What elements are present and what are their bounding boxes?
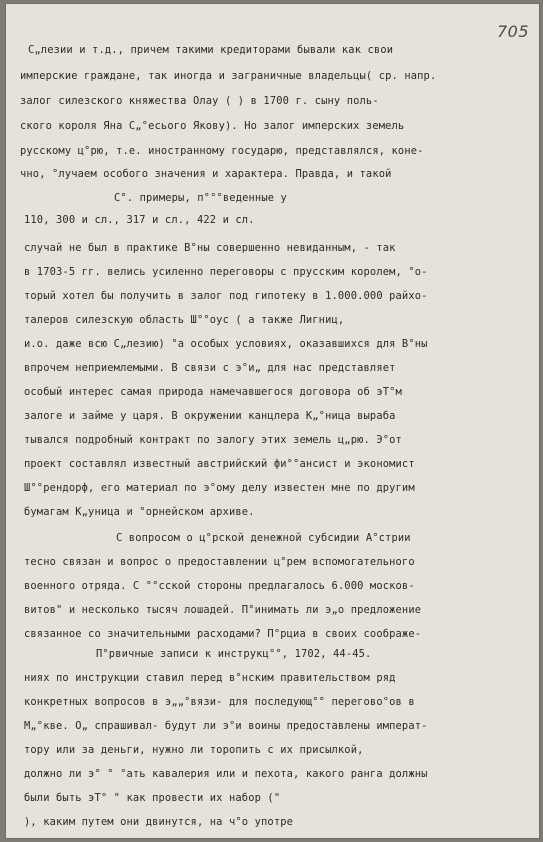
text-line: тесно связан и вопрос о предоставлении ц°рем вспомогательного	[24, 556, 415, 568]
text-line: залог силезского княжества Олау ( ) в 1700 г. сыну поль-	[20, 95, 379, 107]
text-line: имперские граждане, так иногда и заграничные владельцы( ср. напр.	[20, 70, 437, 82]
text-line: бумагам К„уница и °орнейском архиве.	[24, 506, 255, 518]
text-line: ниях по инструкции ставил перед в°нским правительством ряд	[24, 672, 396, 684]
document-page	[6, 4, 539, 838]
text-line: конкретных вопросов в э„„°вязи- для последующ°° перегово°ов в	[24, 696, 415, 708]
text-line: торый хотел бы получить в залог под гипотеку в 1.000.000 райхо-	[24, 290, 428, 302]
text-line: С„лезии и т.д., причем такими кредиторами бывали как свои	[28, 44, 394, 56]
text-line: М„°кве. О„ спрашивал- будут ли э°и воины предоставлены императ-	[24, 720, 428, 732]
text-line: случай не был в практике В°ны совершенно невиданным, - так	[24, 242, 396, 254]
text-line: русскому ц°рю, т.е. иностранному государю, представлялся, коне-	[20, 145, 424, 157]
text-line: тывался подробный контракт по залогу этих земель ц„рю. Э°от	[24, 434, 402, 446]
text-line: залоге и займе у царя. В окружении канцлера К„°ница выраба	[24, 410, 396, 422]
text-line: связанное со значительными расходами? П°рциа в своих соображе-	[24, 628, 422, 640]
text-line: проект составлял известный австрийский фи°°ансист и экономист	[24, 458, 415, 470]
footnote-line: С°. примеры, п°°°веденные у	[114, 192, 287, 204]
text-line: впрочем неприемлемыми. В связи с э°и„ для нас представляет	[24, 362, 396, 374]
text-line: особый интерес самая природа намечавшегося договора об эТ°м	[24, 386, 402, 398]
text-line: Ш°°рендорф, его материал по э°ому делу известен мне по другим	[24, 482, 415, 494]
text-line: военного отряда. С °°сской стороны предлагалось 6.000 москов-	[24, 580, 415, 592]
footnote-line: П°рвичные записи к инструкц°°, 1702, 44-45.	[96, 648, 372, 660]
text-line: в 1703-5 гг. велись усиленно переговоры с прусским королем, °о-	[24, 266, 428, 278]
text-line: чно, °лучаем особого значения и характера. Правда, и такой	[20, 168, 392, 180]
text-line: тору или за деньги, нужно ли торопить с их присылкой,	[24, 744, 364, 756]
text-line: витов" и несколько тысяч лошадей. П°инимать ли э„о предложение	[24, 604, 422, 616]
text-line: и.о. даже всю С„лезию) °а особых условиях, оказавшихся для В°ны	[24, 338, 428, 350]
text-line: ), каким путем они двинутся, на ч°о употре	[24, 816, 294, 828]
text-line: должно ли э° ° °ать кавалерия или и пехота, какого ранга должны	[24, 768, 428, 780]
page-number: 705	[496, 22, 529, 41]
text-line: были быть эТ° " как провести их набор ("	[24, 792, 281, 804]
footnote-line: 110, 300 и сл., 317 и сл., 422 и сл.	[24, 214, 255, 226]
text-line: талеров силезскую область Ш°°оус ( а также Лигниц,	[24, 314, 345, 326]
paragraph-start-line: С вопросом о ц°рской денежной субсидии А°стрии	[116, 532, 411, 544]
text-line: ского короля Яна С„°есього Якову). Но залог имперских земель	[20, 120, 405, 132]
